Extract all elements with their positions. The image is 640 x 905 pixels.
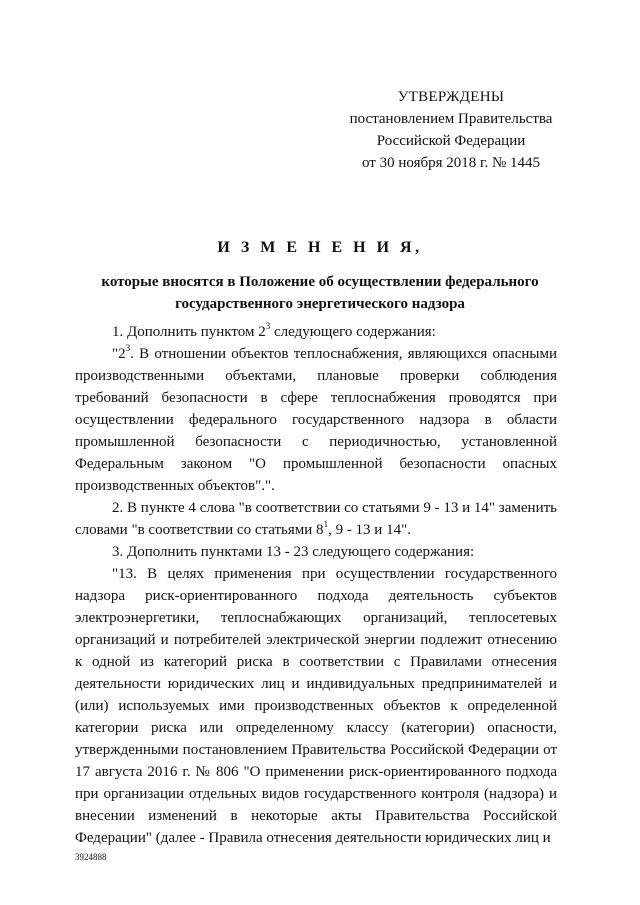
heading-subtitle-line-1: которые вносятся в Положение об осуществлении федерального — [101, 274, 539, 290]
paragraph-3-text-a: 2. В пункте 4 слова "в соответствии со статьями 9 - 13 и 14" заменить словами "в соответствии со статьями 8 — [75, 500, 557, 538]
paragraph-2 — [75, 343, 557, 497]
heading-subtitle — [75, 271, 565, 315]
approval-line-2: Российской Федерации — [376, 133, 526, 149]
paragraph-3-superscript: 1 — [323, 519, 329, 529]
heading-subtitle-line-2: государственного энергетического надзора — [175, 296, 465, 312]
approval-block — [340, 86, 562, 174]
document-heading — [75, 237, 565, 315]
paragraph-3-text-b: , 9 - 13 и 14". — [328, 522, 411, 538]
paragraph-2-superscript: 3 — [125, 343, 131, 353]
paragraph-1-text-b: следующего содержания: — [270, 324, 436, 340]
document-number: 3924888 — [75, 852, 107, 862]
heading-title: И З М Е Н Е Н И Я, — [217, 239, 423, 256]
paragraph-5: "13. В целях применения при осуществлении государственного надзора риск-ориентированного подхода деятельность субъектов электроэнергетики, теплоснабжающих организаций, теплосетевых организаций и потребителей электрической энергии подлежит отнесению к одной из категорий риска в соответствии с Правилами отнесения деятельности юридических лиц и индивидуальных предпринимателей и (или) используемых ими производственных объектов к определенной категории риска или определенному классу (категории) опасности, утвержденными постановлением Правительства Российской Федерации от 17 августа 2016 г. № 806 "О применении риск-ориентированного подхода при организации отдельных видов государственного контроля (надзора) и внесении изменений в некоторые акты Правительства Российской Федерации" (далее - Правила отнесения деятельности юридических лиц и — [75, 566, 557, 846]
paragraph-2-text-a: "2 — [112, 346, 126, 362]
paragraph-1 — [75, 321, 557, 343]
paragraph-1-text-a: 1. Дополнить пунктом 2 — [112, 324, 266, 340]
approval-title: УТВЕРЖДЕНЫ — [397, 89, 505, 105]
paragraph-1-superscript: 3 — [265, 321, 271, 331]
paragraph-3 — [75, 497, 557, 541]
document-body — [75, 321, 557, 849]
paragraph-2-text-b: . В отношении объектов теплоснабжения, являющихся опасными производственными объектами, плановые проверки соблюдения требований безопасности в сфере теплоснабжения проводятся при осуществлении федерального государственного надзора в области промышленной безопасности с периодичностью, установленной Федеральным законом "О промышленной безопасности опасных производственных объектов".". — [75, 346, 557, 494]
paragraph-4: 3. Дополнить пунктами 13 - 23 следующего содержания: — [112, 544, 475, 560]
approval-line-1: постановлением Правительства — [349, 111, 553, 127]
approval-line-3: от 30 ноября 2018 г. № 1445 — [361, 155, 541, 171]
